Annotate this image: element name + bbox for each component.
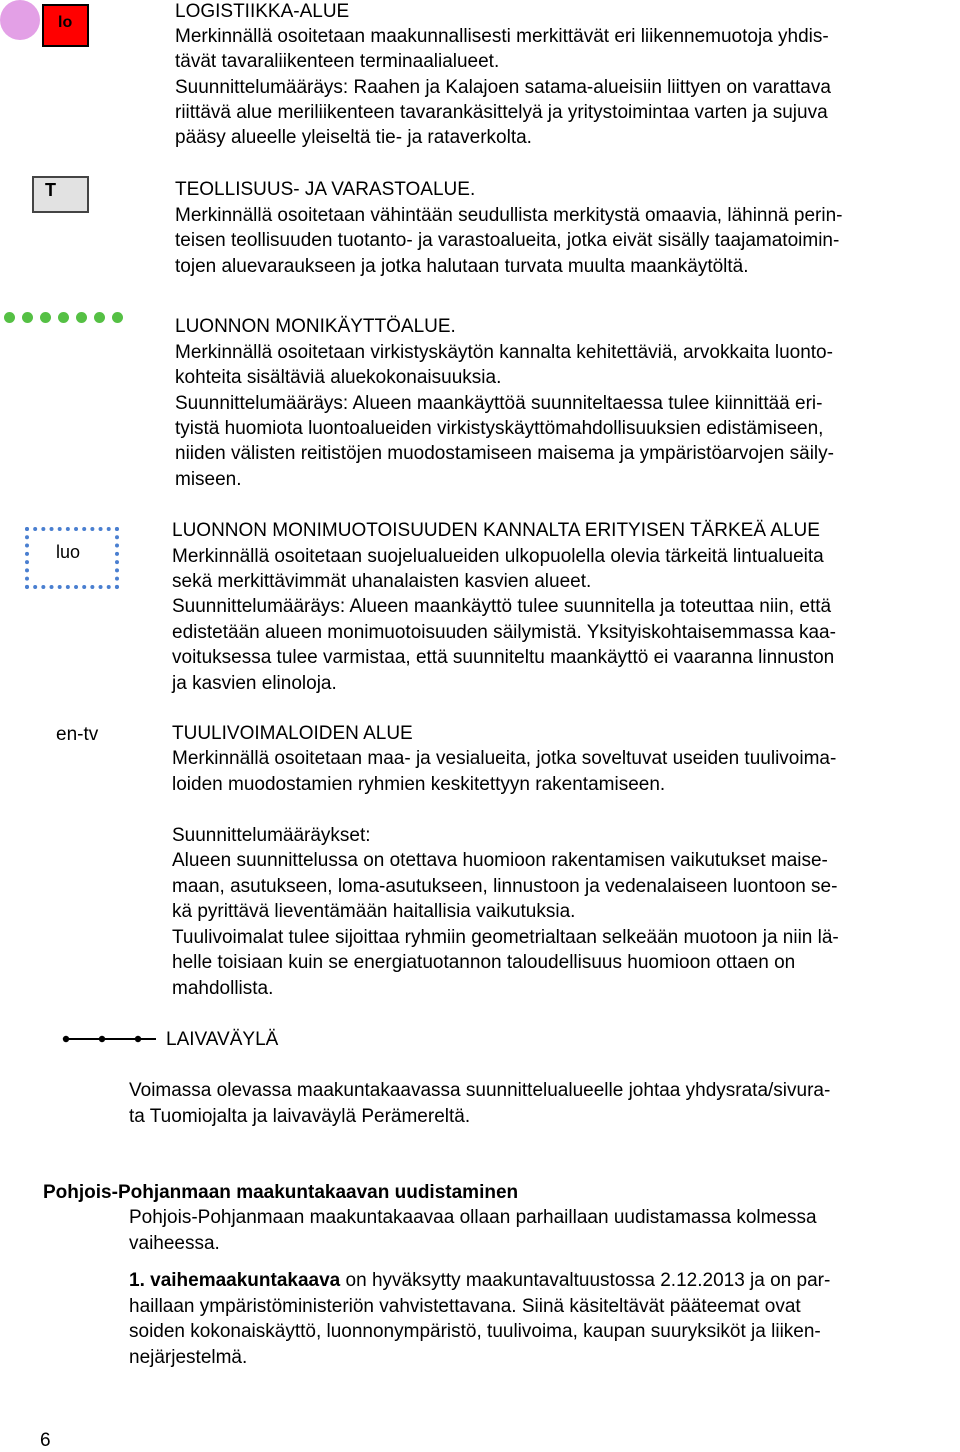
multiuse-area-text-line: miseen. — [175, 469, 242, 490]
logistics-area-text-line: pääsy alueelle yleiseltä tie- ja rataverkolta. — [175, 127, 532, 148]
logistics-area-text-line: tävät tavaraliikenteen terminaalialueet. — [175, 51, 500, 72]
multiuse-area-title: LUONNON MONIKÄYTTÖALUE. — [175, 316, 456, 337]
note-line: Voimassa olevassa maakuntakaavassa suunnittelualueelle johtaa yhdysrata/sivura- — [129, 1080, 831, 1101]
wind-power-regulation-line: Suunnittelumääräykset: — [172, 825, 371, 846]
wind-power-area-title: TUULIVOIMALOIDEN ALUE — [172, 723, 413, 744]
wind-power-area-text-line: loiden muodostamien ryhmien keskitettyyn rakentamiseen. — [172, 774, 666, 795]
industry-area-title: TEOLLISUUS- JA VARASTOALUE. — [175, 179, 476, 200]
biodiversity-area-text-line: ja kasvien elinoloja. — [172, 673, 337, 694]
wind-power-regulation-line: maan, asutukseen, loma-asutukseen, linnustoon ja vedenalaiseen luontoon se- — [172, 876, 838, 897]
wind-power-regulation-line: kä pyrittävä lieventämään haitallisia vaikutuksia. — [172, 901, 576, 922]
logistics-area-symbol: lo — [42, 4, 89, 47]
logistics-area-text-line: Merkinnällä osoitetaan maakunnallisesti merkittävät eri liikennemuotoja yhdis- — [175, 26, 829, 47]
multiuse-area-text-line: Merkinnällä osoitetaan virkistyskäytön kannalta kehitettäviä, arvokkaita luonto- — [175, 342, 833, 363]
multiuse-area-text-line: Suunnittelumääräys: Alueen maankäyttöä suunniteltaessa tulee kiinnittää eri- — [175, 393, 823, 414]
note-line: ta Tuomiojalta ja laivaväylä Perämereltä. — [129, 1106, 471, 1127]
wind-power-regulation-line: Tuulivoimalat tulee sijoittaa ryhmiin geometrialtaan selkeään muotoon ja niin lä- — [172, 927, 839, 948]
biodiversity-area-text-line: edistetään alueen monimuotoisuuden säilymistä. Yksityiskohtaisemmassa kaa- — [172, 622, 836, 643]
industry-area-symbol: T — [32, 176, 89, 213]
logistics-area-text-line: riittävä alue meriliikenteen tavarankäsittelyä ja yritystoimintaa varten ja sujuva — [175, 102, 828, 123]
biodiversity-area-title: LUONNON MONIMUOTOISUUDEN KANNALTA ERITYISEN TÄRKEÄ ALUE — [172, 520, 820, 541]
wind-power-regulation-line: mahdollista. — [172, 978, 274, 999]
biodiversity-area-text-line: Suunnittelumääräys: Alueen maankäyttö tulee suunnitella ja toteuttaa niin, että — [172, 596, 832, 617]
biodiversity-area-text-line: Merkinnällä osoitetaan suojelualueiden ulkopuolella olevia tärkeitä lintualueita — [172, 546, 824, 567]
industry-area-text-line: tojen aluevaraukseen ja jotka halutaan turvata muulta maankäytöltä. — [175, 256, 749, 277]
wind-power-regulation-line: Alueen suunnittelussa on otettava huomioon rakentamisen vaikutukset maise- — [172, 850, 828, 871]
section-paragraph-line: nejärjestelmä. — [129, 1347, 248, 1368]
industry-area-text-line: teisen teollisuuden tuotanto- ja varastoalueita, jotka eivät sisälly taajamatoimin- — [175, 230, 840, 251]
wind-power-area-symbol — [0, 0, 40, 40]
fairway-line-icon — [60, 1033, 160, 1045]
multiuse-area-text-line: tyistä huomiota luontoalueiden virkistyskäyttömahdollisuuksien edistämiseen, — [175, 418, 824, 439]
biodiversity-area-text-line: voituksessa tulee varmistaa, että suunniteltu maankäyttö ei vaaranna linnuston — [172, 647, 835, 668]
phase-one-plan-label: 1. vaihemaakuntakaava — [129, 1270, 341, 1291]
multiuse-area-text-line: niiden välisten reitistöjen muodostamiseen maisema ja ympäristöarvojen säily- — [175, 443, 834, 464]
section-heading: Pohjois-Pohjanmaan maakuntakaavan uudistaminen — [43, 1182, 519, 1203]
wind-power-area-text-line: Merkinnällä osoitetaan maa- ja vesialueita, jotka soveltuvat useiden tuulivoima- — [172, 748, 837, 769]
wind-power-area-symbol-label: en-tv — [56, 724, 99, 745]
green-dotted-line-icon — [4, 312, 126, 324]
industry-area-text-line: Merkinnällä osoitetaan vähintään seudullista merkitystä omaavia, lähinnä perin- — [175, 205, 843, 226]
section-paragraph-line: soiden kokonaiskäyttö, luonnonympäristö, tuulivoima, kaupan suuryksiköt ja liiken- — [129, 1321, 821, 1342]
page-number: 6 — [40, 1430, 51, 1451]
biodiversity-area-symbol: luo — [25, 527, 119, 589]
section-paragraph-line: vaiheessa. — [129, 1233, 220, 1254]
logistics-area-title: LOGISTIIKKA-ALUE — [175, 1, 350, 22]
section-paragraph-line: Pohjois-Pohjanmaan maakuntakaavaa ollaan parhaillaan uudistamassa kolmessa — [129, 1207, 817, 1228]
multiuse-area-text-line: kohteita sisältäviä aluekokonaisuuksia. — [175, 367, 502, 388]
biodiversity-area-text-line: sekä merkittävimmät uhanalaisten kasvien alueet. — [172, 571, 592, 592]
wind-power-regulation-line: helle toisiaan kuin se energiatuotannon taloudellisuus huomioon ottaen on — [172, 952, 796, 973]
logistics-area-text-line: Suunnittelumääräys: Raahen ja Kalajoen satama-alueisiin liittyen on varattava — [175, 77, 831, 98]
section-paragraph-line — [129, 1270, 830, 1292]
section-paragraph-text: on hyväksytty maakuntavaltuustossa 2.12.2013 ja on par- — [340, 1270, 831, 1291]
section-paragraph-line: haillaan ympäristöministeriön vahvistettavana. Siinä käsiteltävät pääteemat ovat — [129, 1296, 801, 1317]
fairway-title: LAIVAVÄYLÄ — [166, 1029, 279, 1050]
